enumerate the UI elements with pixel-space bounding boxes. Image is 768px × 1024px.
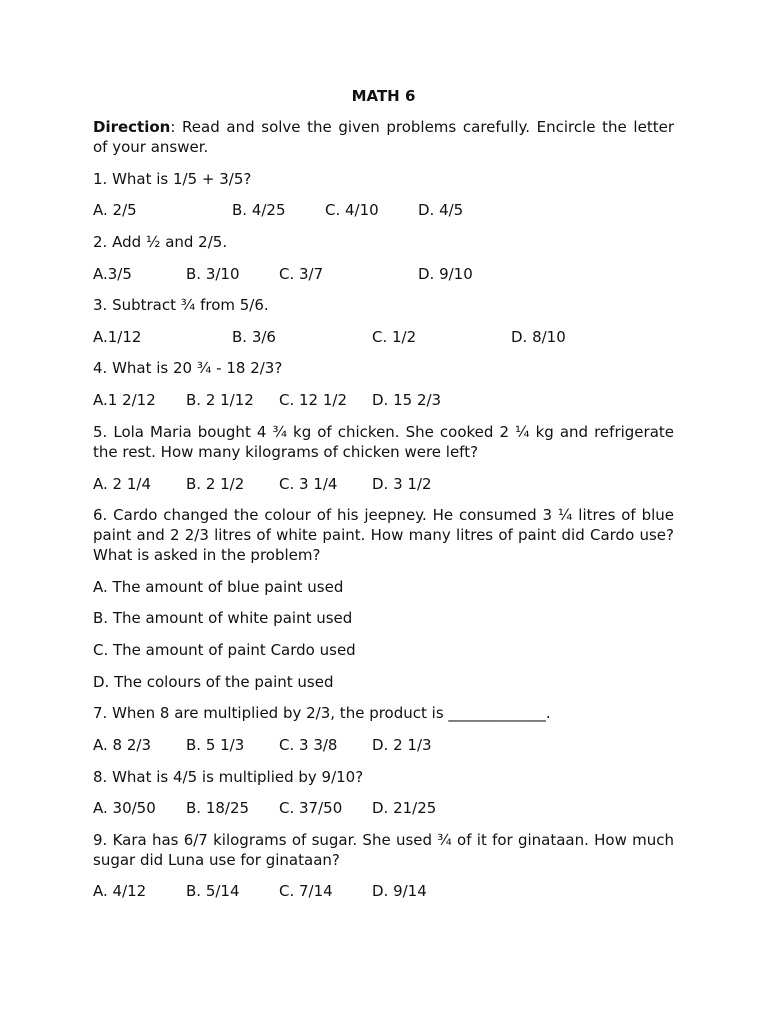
option-a: A. 4/12 xyxy=(93,882,147,900)
question-3-options xyxy=(93,327,674,347)
option-d: D. 9/10 xyxy=(418,265,473,283)
direction-label: Direction xyxy=(93,118,171,136)
option-c: C. 7/14 xyxy=(279,882,333,900)
question-6-option-d xyxy=(93,672,674,692)
option-d: D. 15 2/3 xyxy=(372,391,442,409)
option-d: D. The colours of the paint used xyxy=(93,673,334,691)
option-b: B. 2 1/12 xyxy=(186,391,254,409)
worksheet-page xyxy=(93,0,674,1024)
option-c: C. 1/2 xyxy=(372,328,417,346)
option-b: B. 3/10 xyxy=(186,265,240,283)
option-d: D. 21/25 xyxy=(372,799,437,817)
question-5: 5. Lola Maria bought 4 ¾ kg of chicken. She cooked 2 ¼ kg and refrigerate the rest. How many kilograms of chicken were left? xyxy=(93,423,674,461)
option-c: C. 3 3/8 xyxy=(279,736,338,754)
option-d: D. 8/10 xyxy=(511,328,566,346)
question-4-options xyxy=(93,390,674,410)
question-9-options xyxy=(93,881,674,901)
question-2-options xyxy=(93,264,674,284)
direction xyxy=(93,117,674,157)
question-2: 2. Add ½ and 2/5. xyxy=(93,233,228,251)
question-8-options xyxy=(93,798,674,818)
option-c: C. 3 1/4 xyxy=(279,475,338,493)
question-6-option-a xyxy=(93,577,674,597)
option-d: D. 4/5 xyxy=(418,201,464,219)
question-1-options xyxy=(93,200,674,220)
question-4: 4. What is 20 ¾ - 18 2/3? xyxy=(93,359,283,377)
question-8: 8. What is 4/5 is multiplied by 9/10? xyxy=(93,768,364,786)
question-6: 6. Cardo changed the colour of his jeepney. He consumed 3 ¼ litres of blue paint and 2 2/3 litres of white paint. How many litres of paint did Cardo use? What is asked in the problem? xyxy=(93,506,674,564)
page-title: MATH 6 xyxy=(351,87,416,105)
option-c: C. 37/50 xyxy=(279,799,343,817)
direction-text: : Read and solve the given problems carefully. Encircle the letter of your answer. xyxy=(93,118,674,156)
option-a: A.1 2/12 xyxy=(93,391,156,409)
option-b: B. 4/25 xyxy=(232,201,286,219)
option-d: D. 2 1/3 xyxy=(372,736,432,754)
option-b: B. The amount of white paint used xyxy=(93,609,353,627)
question-5-options xyxy=(93,474,674,494)
question-3: 3. Subtract ¾ from 5/6. xyxy=(93,296,269,314)
question-7-options xyxy=(93,735,674,755)
option-b: B. 3/6 xyxy=(232,328,276,346)
question-6-option-c xyxy=(93,640,674,660)
option-d: D. 9/14 xyxy=(372,882,427,900)
option-c: C. 12 1/2 xyxy=(279,391,348,409)
question-7: 7. When 8 are multiplied by 2/3, the product is _____________. xyxy=(93,704,551,722)
option-b: B. 5 1/3 xyxy=(186,736,245,754)
option-c: C. 3/7 xyxy=(279,265,324,283)
option-b: B. 18/25 xyxy=(186,799,250,817)
question-1: 1. What is 1/5 + 3/5? xyxy=(93,170,252,188)
option-a: A.1/12 xyxy=(93,328,142,346)
option-a: A. 30/50 xyxy=(93,799,156,817)
option-a: A. The amount of blue paint used xyxy=(93,578,344,596)
option-a: A.3/5 xyxy=(93,265,132,283)
option-a: A. 2/5 xyxy=(93,201,137,219)
question-9: 9. Kara has 6/7 kilograms of sugar. She used ¾ of it for ginataan. How much sugar did Luna use for ginataan? xyxy=(93,831,674,869)
question-6-option-b xyxy=(93,608,674,628)
option-c: C. 4/10 xyxy=(325,201,379,219)
option-b: B. 5/14 xyxy=(186,882,240,900)
option-c: C. The amount of paint Cardo used xyxy=(93,641,356,659)
option-d: D. 3 1/2 xyxy=(372,475,432,493)
option-b: B. 2 1/2 xyxy=(186,475,245,493)
option-a: A. 2 1/4 xyxy=(93,475,151,493)
option-a: A. 8 2/3 xyxy=(93,736,151,754)
